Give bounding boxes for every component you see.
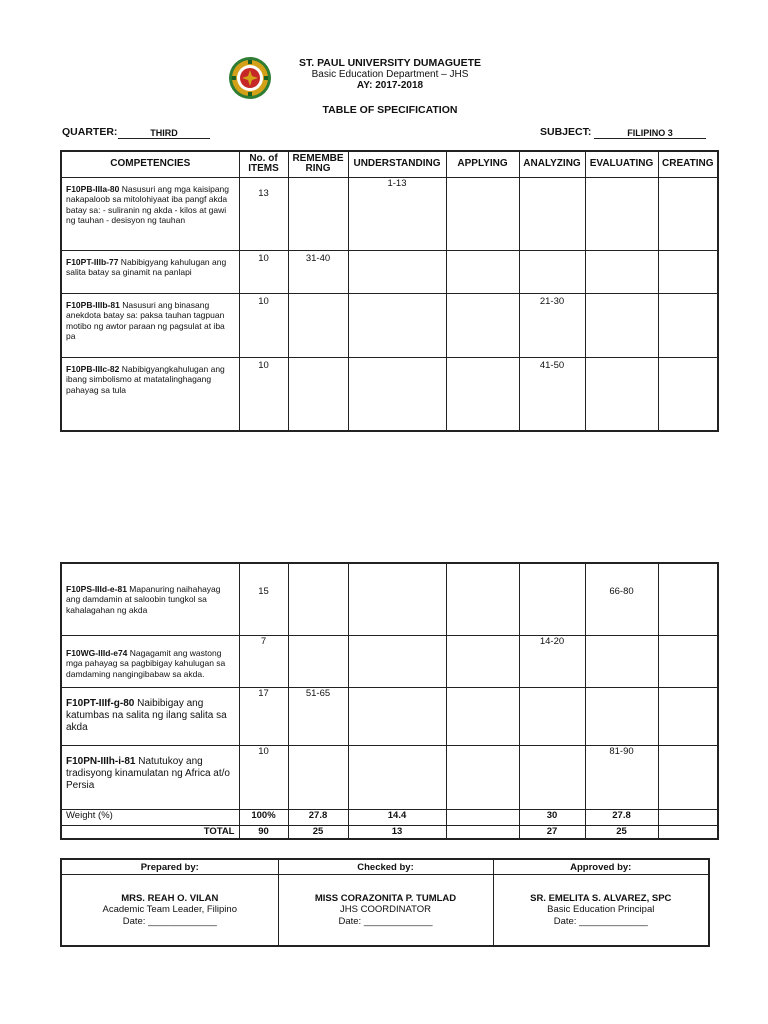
analyzing-cell: 21-30 bbox=[519, 293, 585, 357]
col-header-creating: CREATING bbox=[658, 151, 718, 177]
prepared-by-block bbox=[61, 875, 278, 947]
weight-label: Weight (%) bbox=[61, 809, 239, 825]
remembering-cell bbox=[288, 635, 348, 687]
remembering-cell bbox=[288, 563, 348, 635]
items-cell: 10 bbox=[239, 250, 288, 293]
competency-cell: F10PN-IIIh-i-81 Natutukoy ang tradisyong kinamulatan ng Africa at/o Persia bbox=[61, 745, 239, 809]
applying-cell bbox=[446, 293, 519, 357]
analyzing-cell bbox=[519, 563, 585, 635]
table-row bbox=[61, 745, 718, 809]
specification-table-part2 bbox=[60, 562, 719, 840]
table-row bbox=[61, 635, 718, 687]
competency-cell: F10PT-IIIf-g-80 Naibibigay ang katumbas na salita ng ilang salita sa akda bbox=[61, 687, 239, 745]
analyzing-cell: 14-20 bbox=[519, 635, 585, 687]
evaluating-cell bbox=[585, 250, 658, 293]
competency-cell: F10WG-IIId-e74 Nagagamit ang wastong mga pahayag sa pagbibigay kahulugan sa damdaming nangingibabaw sa akda. bbox=[61, 635, 239, 687]
weight-row bbox=[61, 809, 718, 825]
col-header-remembering: REMEMBE RING bbox=[288, 151, 348, 177]
signatories-header-row bbox=[61, 859, 709, 875]
analyzing-cell bbox=[519, 250, 585, 293]
checked-by-title: JHS COORDINATOR bbox=[340, 904, 431, 916]
checked-by-date: Date: _____________ bbox=[338, 915, 433, 927]
evaluating-cell bbox=[585, 177, 658, 250]
items-cell: 10 bbox=[239, 745, 288, 809]
creating-cell bbox=[658, 745, 718, 809]
total-analyzing: 27 bbox=[519, 825, 585, 839]
competency-cell: F10PB-IIIc-82 Nabibigyangkahulugan ang ibang simbolismo at matatalinghagang pahayag sa tula bbox=[61, 357, 239, 431]
understanding-cell: 1-13 bbox=[348, 177, 446, 250]
approved-by-date: Date: _____________ bbox=[553, 915, 648, 927]
understanding-cell bbox=[348, 745, 446, 809]
evaluating-cell bbox=[585, 687, 658, 745]
col-header-competencies: COMPETENCIES bbox=[61, 151, 239, 177]
understanding-cell bbox=[348, 635, 446, 687]
document-title: TABLE OF SPECIFICATION bbox=[322, 104, 458, 116]
items-cell: 7 bbox=[239, 635, 288, 687]
weight-evaluating: 27.8 bbox=[585, 809, 658, 825]
items-cell: 13 bbox=[239, 177, 288, 250]
creating-cell bbox=[658, 563, 718, 635]
items-cell: 17 bbox=[239, 687, 288, 745]
understanding-cell bbox=[348, 293, 446, 357]
evaluating-cell bbox=[585, 293, 658, 357]
remembering-cell bbox=[288, 177, 348, 250]
remembering-cell bbox=[288, 745, 348, 809]
analyzing-cell bbox=[519, 687, 585, 745]
applying-cell bbox=[446, 357, 519, 431]
understanding-cell bbox=[348, 357, 446, 431]
applying-cell bbox=[446, 745, 519, 809]
competency-cell: F10PB-IIIb-81 Nasusuri ang binasang anekdota batay sa: paksa tauhan tagpuan motibo ng awtor paraan ng pagsulat at iba pa bbox=[61, 293, 239, 357]
total-row bbox=[61, 825, 718, 839]
prepared-by-label: Prepared by: bbox=[61, 859, 278, 875]
weight-applying bbox=[446, 809, 519, 825]
checked-by-name: MISS CORAZONITA P. TUMLAD bbox=[314, 892, 457, 904]
col-header-analyzing: ANALYZING bbox=[519, 151, 585, 177]
weight-analyzing: 30 bbox=[519, 809, 585, 825]
understanding-cell bbox=[348, 687, 446, 745]
subject-label: SUBJECT: bbox=[540, 126, 592, 138]
col-header-understanding: UNDERSTANDING bbox=[348, 151, 446, 177]
understanding-cell bbox=[348, 250, 446, 293]
applying-cell bbox=[446, 250, 519, 293]
evaluating-cell bbox=[585, 357, 658, 431]
signatories-body-row bbox=[61, 875, 709, 947]
remembering-cell: 51-65 bbox=[288, 687, 348, 745]
creating-cell bbox=[658, 293, 718, 357]
col-header-items: No. of ITEMS bbox=[239, 151, 288, 177]
creating-cell bbox=[658, 635, 718, 687]
prepared-by-date: Date: _____________ bbox=[122, 915, 217, 927]
prepared-by-title: Academic Team Leader, Filipino bbox=[102, 904, 237, 916]
col-header-applying: APPLYING bbox=[446, 151, 519, 177]
table-row bbox=[61, 687, 718, 745]
approved-by-label: Approved by: bbox=[493, 859, 709, 875]
applying-cell bbox=[446, 563, 519, 635]
total-creating bbox=[658, 825, 718, 839]
understanding-cell bbox=[348, 563, 446, 635]
weight-understanding: 14.4 bbox=[348, 809, 446, 825]
remembering-cell bbox=[288, 357, 348, 431]
items-cell: 10 bbox=[239, 357, 288, 431]
quarter-label: QUARTER: bbox=[62, 126, 118, 138]
total-understanding: 13 bbox=[348, 825, 446, 839]
total-applying bbox=[446, 825, 519, 839]
table-row bbox=[61, 250, 718, 293]
applying-cell bbox=[446, 635, 519, 687]
remembering-cell: 31-40 bbox=[288, 250, 348, 293]
subject-value: FILIPINO 3 bbox=[594, 126, 706, 139]
weight-remembering: 27.8 bbox=[288, 809, 348, 825]
analyzing-cell bbox=[519, 745, 585, 809]
creating-cell bbox=[658, 357, 718, 431]
total-evaluating: 25 bbox=[585, 825, 658, 839]
department-name: Basic Education Department – JHS bbox=[311, 69, 469, 80]
table-row bbox=[61, 177, 718, 250]
approved-by-block bbox=[493, 875, 709, 947]
col-header-evaluating: EVALUATING bbox=[585, 151, 658, 177]
school-name: ST. PAUL UNIVERSITY DUMAGUETE bbox=[298, 57, 482, 69]
evaluating-cell bbox=[585, 635, 658, 687]
weight-creating bbox=[658, 809, 718, 825]
weight-items: 100% bbox=[239, 809, 288, 825]
applying-cell bbox=[446, 687, 519, 745]
remembering-cell bbox=[288, 293, 348, 357]
evaluating-cell: 66-80 bbox=[585, 563, 658, 635]
prepared-by-name: MRS. REAH O. VILAN bbox=[121, 892, 219, 904]
specification-table-part1 bbox=[60, 150, 719, 432]
applying-cell bbox=[446, 177, 519, 250]
creating-cell bbox=[658, 250, 718, 293]
items-cell: 15 bbox=[239, 563, 288, 635]
table-row bbox=[61, 563, 718, 635]
competency-cell: F10PS-IIId-e-81 Mapanuring naihahayag ang damdamin at saloobin tungkol sa kahalagahan ng akda bbox=[61, 563, 239, 635]
analyzing-cell: 41-50 bbox=[519, 357, 585, 431]
creating-cell bbox=[658, 177, 718, 250]
total-remembering: 25 bbox=[288, 825, 348, 839]
table-row bbox=[61, 293, 718, 357]
evaluating-cell: 81-90 bbox=[585, 745, 658, 809]
items-cell: 10 bbox=[239, 293, 288, 357]
approved-by-title: Basic Education Principal bbox=[547, 904, 655, 916]
approved-by-name: SR. EMELITA S. ALVAREZ, SPC bbox=[530, 892, 672, 904]
competency-cell: F10PT-IIIb-77 Nabibigyang kahulugan ang salita batay sa ginamit na panlapi bbox=[61, 250, 239, 293]
checked-by-block bbox=[278, 875, 493, 947]
creating-cell bbox=[658, 687, 718, 745]
quarter-value: THIRD bbox=[118, 126, 210, 139]
signatories-table bbox=[60, 858, 710, 947]
table-row bbox=[61, 357, 718, 431]
total-items: 90 bbox=[239, 825, 288, 839]
competency-cell: F10PB-IIIa-80 Nasusuri ang mga kaisipang nakapaloob sa mitolohiyaat iba pangf akda batay sa: - suliranin ng akda - kilos at gawi ng tauhan - desisyon ng tauhan bbox=[61, 177, 239, 250]
analyzing-cell bbox=[519, 177, 585, 250]
table-header-row bbox=[61, 151, 718, 177]
academic-year: AY: 2017-2018 bbox=[356, 80, 424, 91]
total-label: TOTAL bbox=[61, 825, 239, 839]
document-header bbox=[240, 58, 540, 91]
checked-by-label: Checked by: bbox=[278, 859, 493, 875]
